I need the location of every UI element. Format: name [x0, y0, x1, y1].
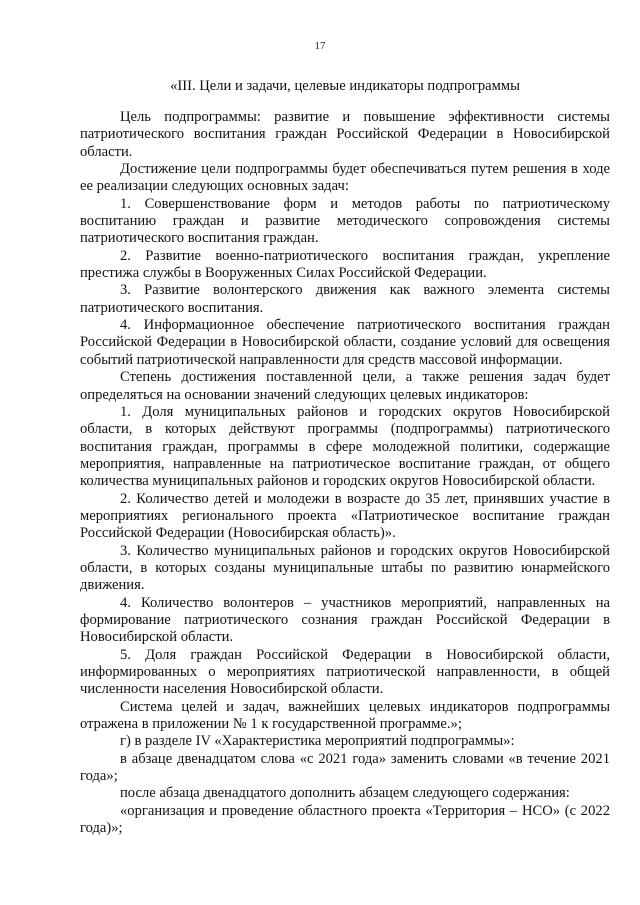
paragraph-indicator-1: 1. Доля муниципальных районов и городских округов Новосибирской области, в которых действуют программы (подпрограммы) патриотического воспитания граждан, программы в сфере молодежной политики, содержащие мероприятия, направленные на патриотическое воспитание граждан, от общего количества муниципальных районов и городских округов Новосибирской области. — [80, 403, 610, 490]
paragraph-indicator-5: 5. Доля граждан Российской Федерации в Новосибирской области, информированных о мероприятиях патриотической направленности, в общей численности населения Новосибирской области. — [80, 646, 610, 698]
paragraph-new-item: «организация и проведение областного проекта «Территория – НСО» (с 2022 года)»; — [80, 802, 610, 837]
paragraph-indicator-3: 3. Количество муниципальных районов и городских округов Новосибирской области, в которых созданы муниципальные штабы по развитию юнармейского движения. — [80, 542, 610, 594]
paragraph-task-1: 1. Совершенствование форм и методов работы по патриотическому воспитанию граждан и развитие методического сопровождения системы патриотического воспитания граждан. — [80, 195, 610, 247]
section-heading: «III. Цели и задачи, целевые индикаторы подпрограммы — [170, 78, 520, 94]
paragraph-task-4: 4. Информационное обеспечение патриотического воспитания граждан Российской Федерации в Новосибирской области, создание условий для освещения событий патриотической направленности для средств массовой информации. — [80, 317, 610, 368]
paragraph-section-iv: г) в разделе IV «Характеристика мероприятий подпрограммы»: — [120, 733, 515, 750]
paragraph-tasks-intro: Достижение цели подпрограммы будет обеспечиваться путем решения в ходе ее реализации следующих основных задач: — [80, 161, 610, 195]
paragraph-goal: Цель подпрограммы: развитие и повышение эффективности системы патриотического воспитания граждан Российской Федерации в Новосибирской области. — [80, 109, 610, 160]
paragraph-system-reference: Система целей и задач, важнейших целевых индикаторов подпрограммы отражена в приложении № 1 к государственной программе.»; — [80, 698, 610, 733]
paragraph-replace-words: в абзаце двенадцатом слова «с 2021 года» заменить словами «в течение 2021 года»; — [80, 750, 610, 785]
paragraph-indicator-2: 2. Количество детей и молодежи в возрасте до 35 лет, принявших участие в мероприятиях регионального проекта «Патриотическое воспитание граждан Российской Федерации (Новосибирская область)». — [80, 490, 610, 542]
paragraph-task-3: 3. Развитие волонтерского движения как важного элемента системы патриотического воспитания. — [80, 282, 610, 316]
paragraph-task-2: 2. Развитие военно-патриотического воспитания граждан, укрепление престижа службы в Вооруженных Силах Российской Федерации. — [80, 247, 610, 282]
paragraph-add-after: после абзаца двенадцатого дополнить абзацем следующего содержания: — [120, 785, 570, 802]
page-number: 17 — [314, 40, 326, 52]
paragraph-indicators-intro: Степень достижения поставленной цели, а также решения задач будет определяться на основании значений следующих целевых индикаторов: — [80, 369, 610, 403]
paragraph-indicator-4: 4. Количество волонтеров – участников мероприятий, направленных на формирование патриотического сознания граждан Российской Федерации в Новосибирской области. — [80, 594, 610, 646]
document-body — [80, 109, 610, 837]
